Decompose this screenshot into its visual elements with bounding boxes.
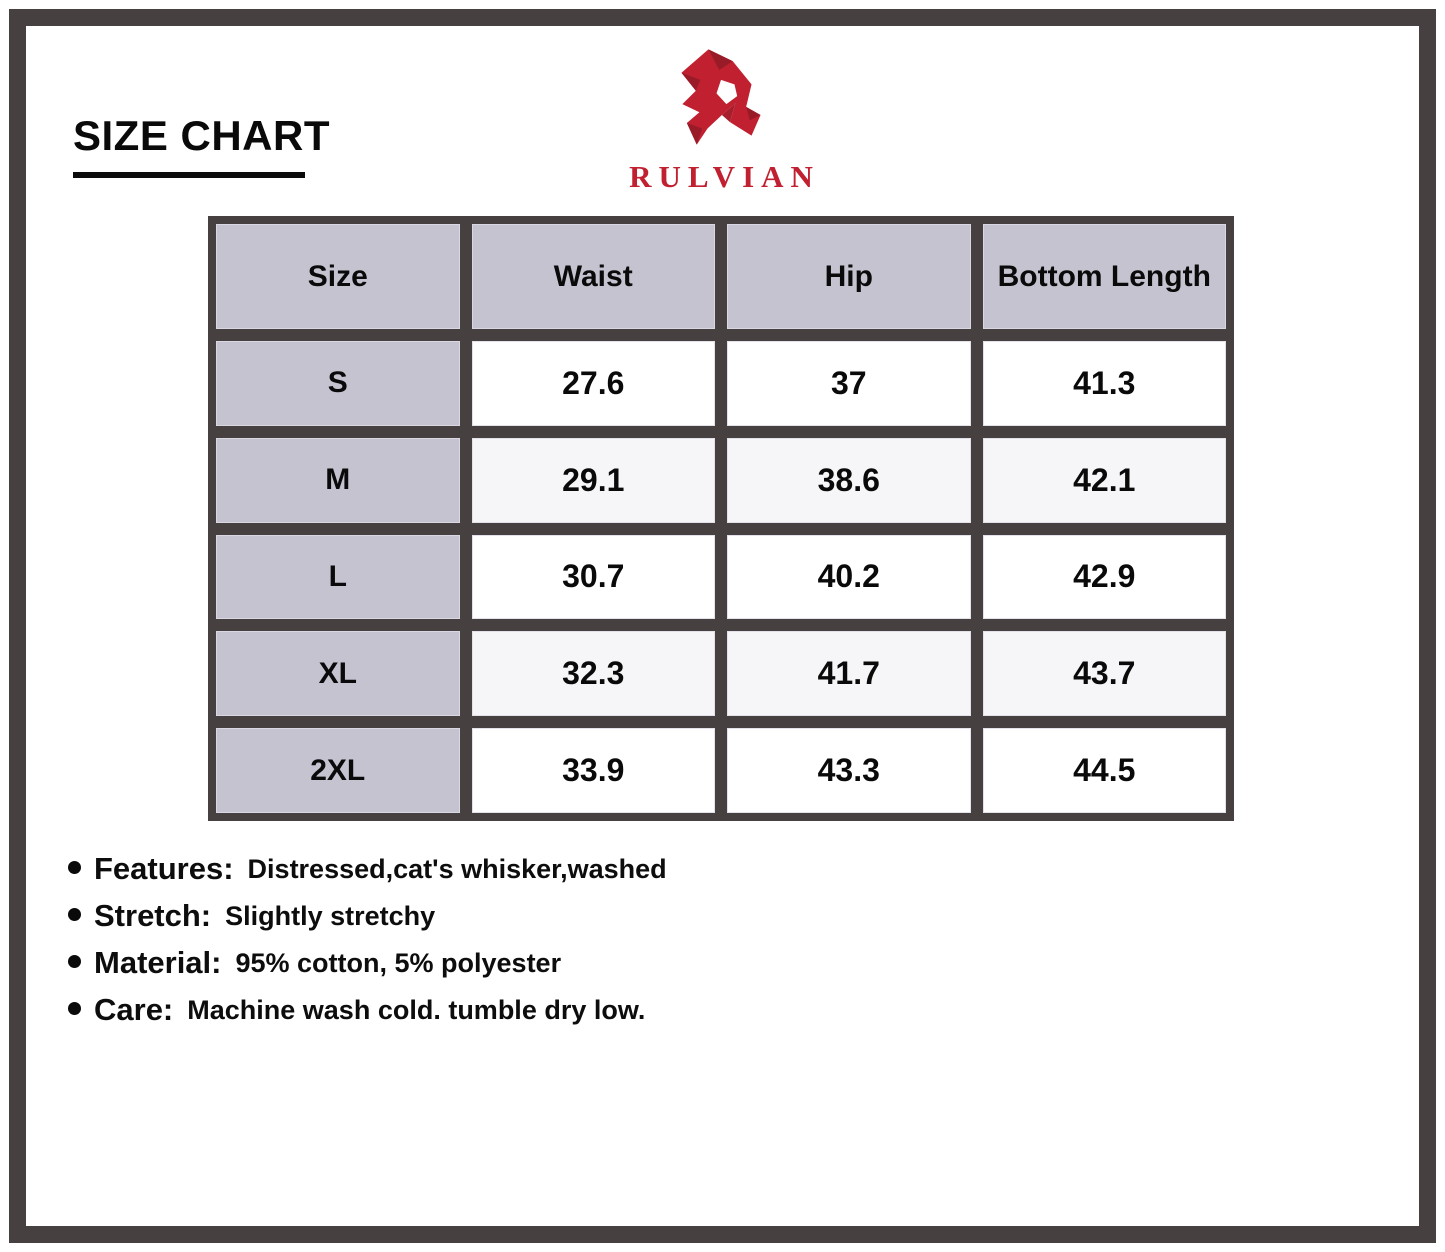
column-header-size: Size (216, 224, 460, 329)
cell-m-waist: 29.1 (472, 438, 716, 523)
detail-item-care (68, 993, 667, 1027)
product-details (68, 852, 667, 1040)
cell-xl-bottom: 43.7 (983, 631, 1227, 716)
detail-value: Slightly stretchy (225, 900, 436, 931)
bullet-icon (68, 955, 81, 968)
detail-label: Material: (94, 945, 222, 980)
column-header-bottom-length: Bottom Length (983, 224, 1227, 329)
row-header-m: M (216, 438, 460, 523)
row-header-s: S (216, 341, 460, 426)
cell-m-hip: 38.6 (727, 438, 971, 523)
row-header-xl: XL (216, 631, 460, 716)
page-title: SIZE CHART (73, 112, 330, 159)
detail-label: Features: (94, 851, 234, 886)
detail-item-features (68, 852, 667, 886)
column-header-hip: Hip (727, 224, 971, 329)
bullet-icon (68, 908, 81, 921)
title-block (73, 112, 330, 178)
cell-2xl-waist: 33.9 (472, 728, 716, 813)
detail-value: Distressed,cat's whisker,washed (247, 853, 667, 884)
column-header-waist: Waist (472, 224, 716, 329)
detail-value: 95% cotton, 5% polyester (235, 947, 562, 978)
detail-item-stretch (68, 899, 667, 933)
cell-s-waist: 27.6 (472, 341, 716, 426)
detail-label: Stretch: (94, 898, 212, 933)
cell-2xl-bottom: 44.5 (983, 728, 1227, 813)
detail-value: Machine wash cold. tumble dry low. (187, 994, 646, 1025)
rulvian-r-icon (674, 44, 768, 150)
title-underline (73, 172, 305, 178)
cell-xl-hip: 41.7 (727, 631, 971, 716)
size-table (208, 216, 1234, 821)
row-header-2xl: 2XL (216, 728, 460, 813)
bullet-icon (68, 861, 81, 874)
cell-l-waist: 30.7 (472, 535, 716, 620)
cell-xl-waist: 32.3 (472, 631, 716, 716)
cell-s-hip: 37 (727, 341, 971, 426)
cell-l-bottom: 42.9 (983, 535, 1227, 620)
cell-2xl-hip: 43.3 (727, 728, 971, 813)
detail-item-material (68, 946, 667, 980)
brand-logo (608, 44, 834, 195)
cell-m-bottom: 42.1 (983, 438, 1227, 523)
row-header-l: L (216, 535, 460, 620)
detail-label: Care: (94, 992, 174, 1027)
brand-name: RULVIAN (629, 159, 820, 194)
cell-s-bottom: 41.3 (983, 341, 1227, 426)
cell-l-hip: 40.2 (727, 535, 971, 620)
bullet-icon (68, 1002, 81, 1015)
